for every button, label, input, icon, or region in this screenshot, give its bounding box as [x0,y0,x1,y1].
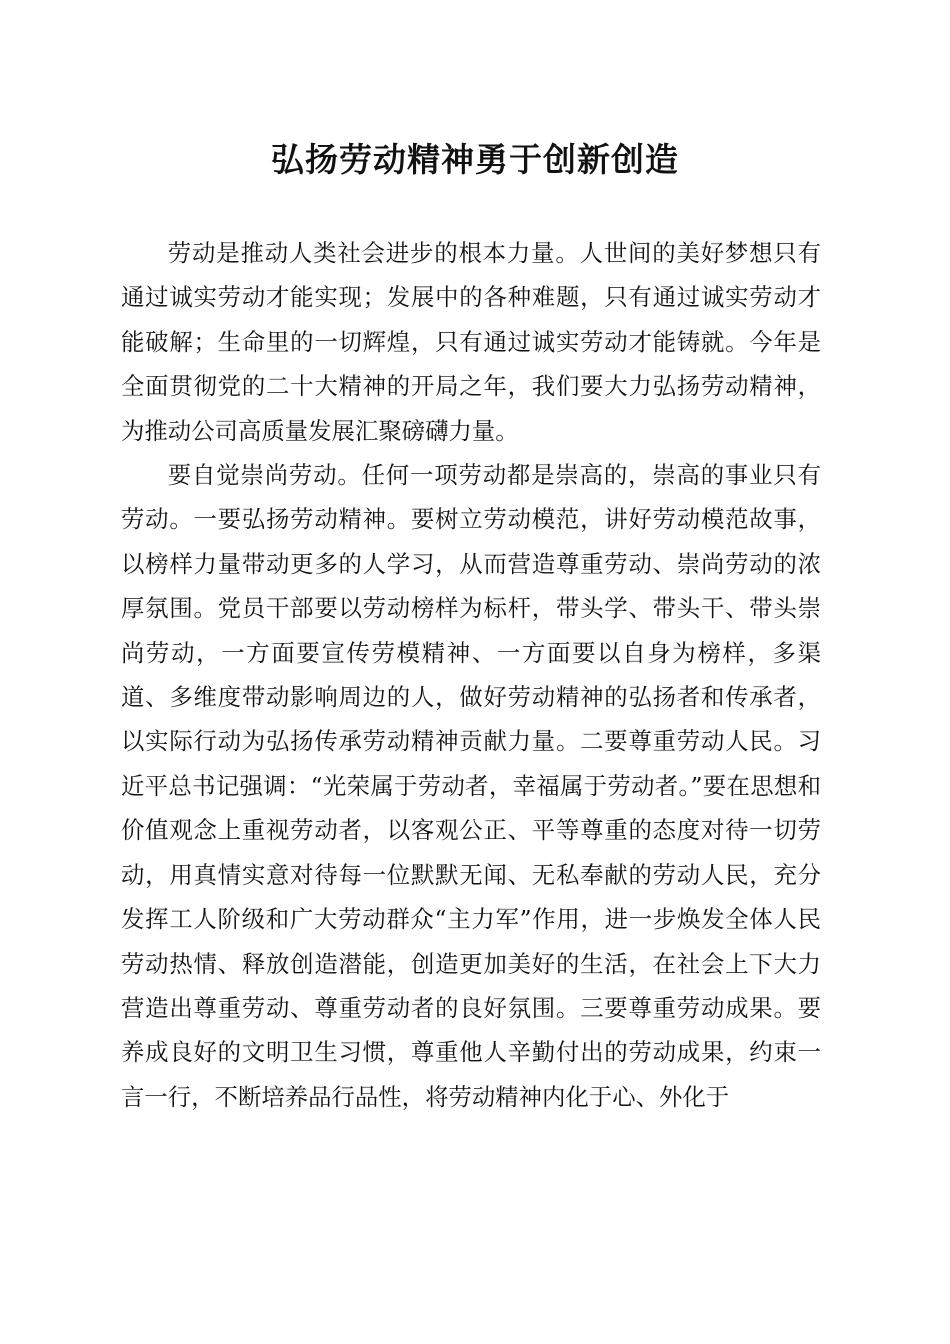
paragraph-intro: 劳动是推动人类社会进步的根本力量。人世间的美好梦想只有通过诚实劳动才能实现；发展中的各种难题，只有通过诚实劳动才能破解；生命里的一切辉煌，只有通过诚实劳动才能铸就。今年是全面贯彻党的二十大精神的开局之年，我们要大力弘扬劳动精神，为推动公司高质量发展汇聚磅礴力量。 [121,239,821,445]
paragraph-respect-labor: 要自觉崇尚劳动。任何一项劳动都是崇高的，崇高的事业只有劳动。一要弘扬劳动精神。要树立劳动模范，讲好劳动模范故事，以榜样力量带动更多的人学习，从而营造尊重劳动、崇尚劳动的浓厚氛围。党员干部要以劳动榜样为标杆，带头学、带头干、带头崇尚劳动，一方面要宣传劳模精神、一方面要以自身为榜样，多渠道、多维度带动影响周边的人，做好劳动精神的弘扬者和传承者，以实际行动为弘扬传承劳动精神贡献力量。二要尊重劳动人民。习近平总书记强调：“光荣属于劳动者，幸福属于劳动者。”要在思想和价值观念上重视劳动者，以客观公正、平等尊重的态度对待一切劳动，用真情实意对待每一位默默无闻、无私奉献的劳动人民，充分发挥工人阶级和广大劳动群众“主力军”作用，进一步焕发全体人民劳动热情、释放创造潜能，创造更加美好的生活，在社会上下大力营造出尊重劳动、尊重劳动者的良好氛围。三要尊重劳动成果。要养成良好的文明卫生习惯，尊重他人辛勤付出的劳动成果，约束一言一行，不断培养品行品性，将劳动精神内化于心、外化于 [121,461,821,1111]
document-title: 弘扬劳动精神勇于创新创造 [271,140,679,179]
document-body [121,231,821,1119]
